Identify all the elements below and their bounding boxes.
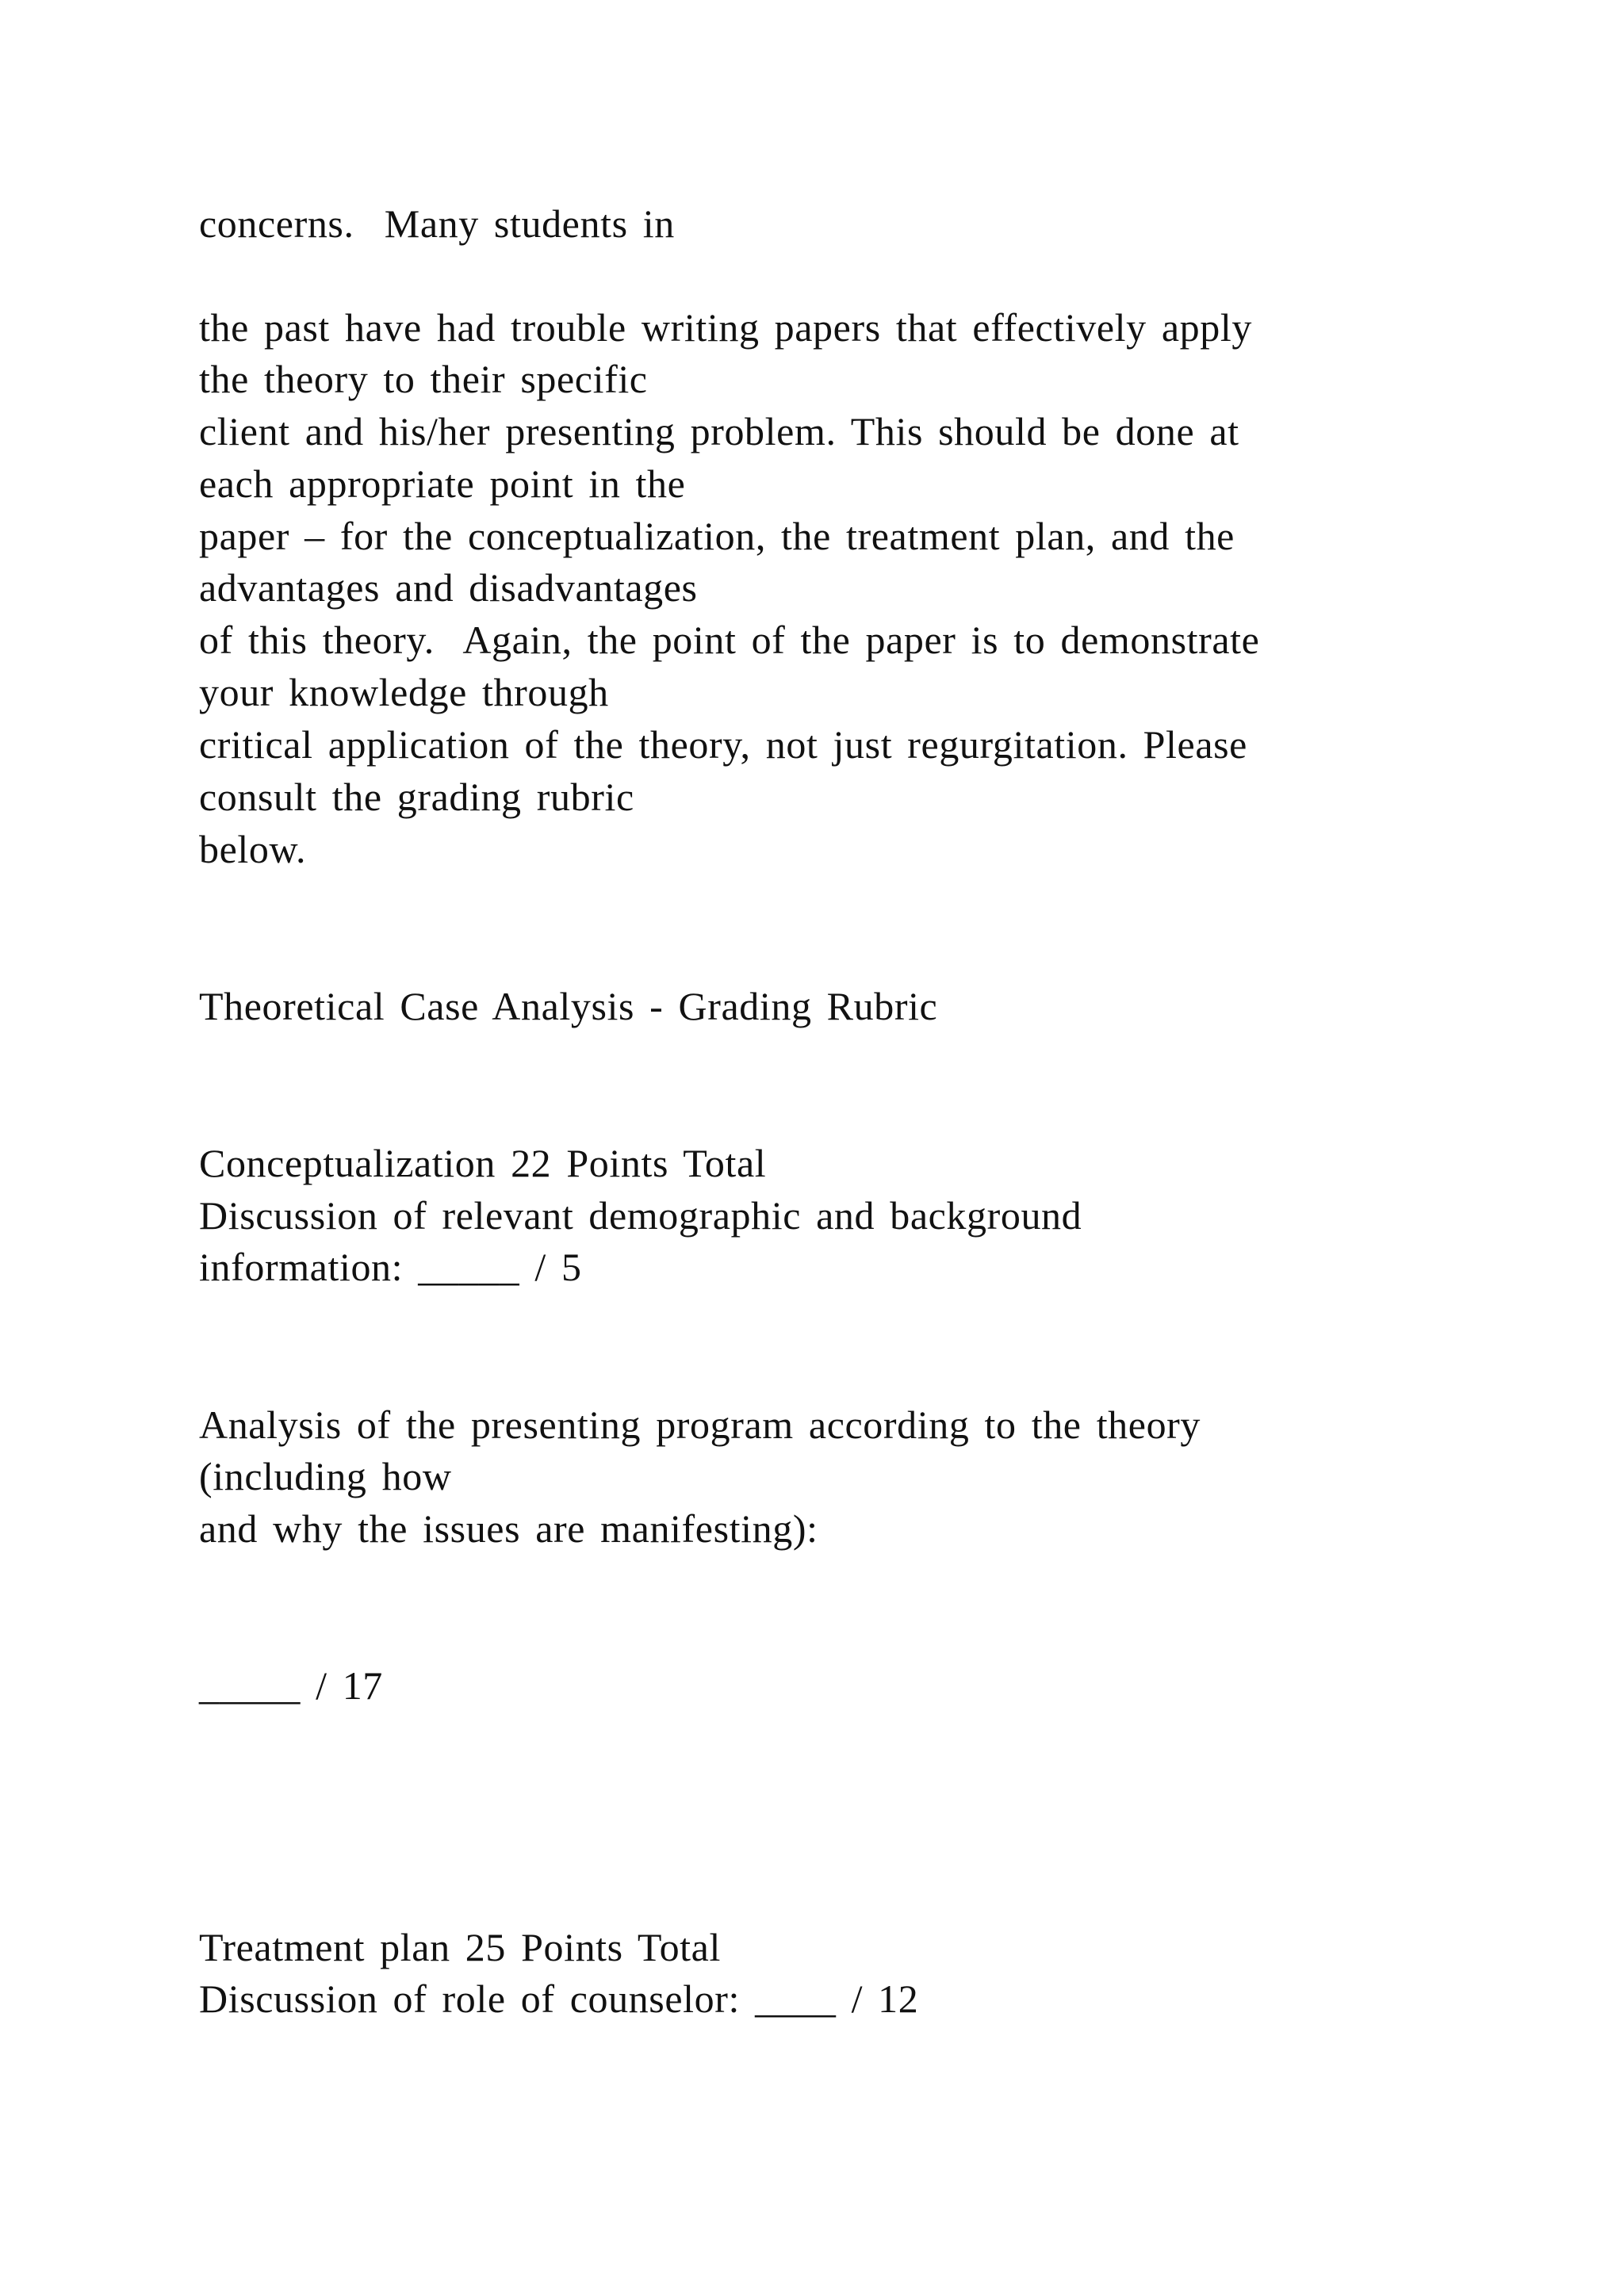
rubric-item-score: _____ / 17 bbox=[199, 1663, 383, 1708]
paragraph-line: critical application of the theory, not just regurgitation. Please bbox=[199, 722, 1247, 767]
rubric-item-text: and why the issues are manifesting): bbox=[199, 1506, 818, 1551]
paragraph-line: client and his/her presenting problem. This should be done at bbox=[199, 409, 1239, 453]
paragraph-line: the past have had trouble writing papers that effectively apply bbox=[199, 305, 1252, 350]
paragraph-line: of this theory. Again, the point of the paper is to demonstrate bbox=[199, 618, 1260, 662]
paragraph-line: advantages and disadvantages bbox=[199, 565, 698, 610]
rubric-title: Theoretical Case Analysis - Grading Rubric bbox=[199, 984, 938, 1028]
treatment-plan-heading: Treatment plan 25 Points Total bbox=[199, 1925, 721, 1969]
rubric-item-text: (including how bbox=[199, 1454, 452, 1498]
paragraph-line: consult the grading rubric bbox=[199, 775, 634, 819]
conceptualization-heading: Conceptualization 22 Points Total bbox=[199, 1141, 767, 1185]
rubric-item-score: Discussion of role of counselor: ____ / 12 bbox=[199, 1976, 919, 2021]
paragraph-line: your knowledge through bbox=[199, 670, 609, 714]
paragraph-line: each appropriate point in the bbox=[199, 461, 686, 506]
paragraph-line: the theory to their specific bbox=[199, 357, 648, 401]
rubric-item-text: Discussion of relevant demographic and background bbox=[199, 1193, 1082, 1238]
rubric-item-text: Analysis of the presenting program according to the theory bbox=[199, 1402, 1201, 1447]
paragraph-line: concerns. Many students in bbox=[199, 201, 675, 246]
rubric-item-score: information: _____ / 5 bbox=[199, 1245, 582, 1289]
paragraph-line: paper – for the conceptualization, the treatment plan, and the bbox=[199, 514, 1235, 558]
paragraph-line: below. bbox=[199, 827, 307, 871]
